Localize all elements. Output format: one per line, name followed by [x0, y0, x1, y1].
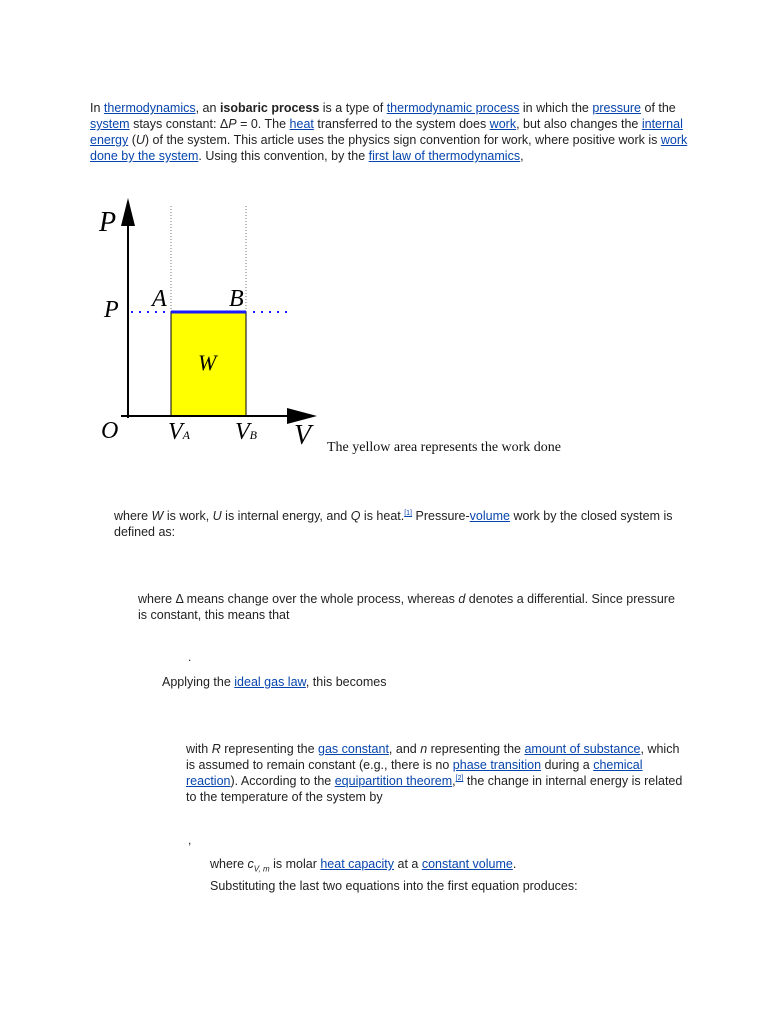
vb-label: VB [235, 419, 258, 445]
text: is molar [269, 857, 321, 871]
link-heat-capacity[interactable]: heat capacity [320, 857, 395, 871]
differential-paragraph [138, 591, 678, 623]
text: = 0. The [236, 117, 290, 131]
text: during a [541, 758, 594, 772]
p-axis-label: P [99, 207, 117, 238]
symbol-p: P [228, 117, 237, 131]
text: where Δ means change over the whole process, whereas [138, 592, 459, 606]
text: transferred to the system does [313, 117, 490, 131]
citation-2-link[interactable]: [2] [455, 774, 464, 782]
v-axis-label: V [294, 420, 312, 446]
substitution-paragraph: Substituting the last two equations into the first equation produces: [210, 879, 578, 893]
symbol-d: d [458, 592, 466, 606]
link-amount-of-substance[interactable]: amount of substance [524, 742, 641, 756]
link-thermodynamics[interactable]: thermodynamics [103, 101, 196, 115]
text: representing the [220, 742, 319, 756]
link-equipartition-theorem[interactable]: equipartition theorem [334, 774, 453, 788]
text: , this becomes [305, 675, 387, 689]
text: Pressure- [412, 509, 470, 523]
point-b-label: B [229, 286, 244, 312]
link-work[interactable]: work [489, 117, 517, 131]
p-level-label: P [104, 297, 119, 323]
text: work by the closed system is defined as: [114, 509, 673, 539]
link-first-law[interactable]: first law of thermodynamics [368, 149, 521, 163]
point-a-label: A [152, 286, 167, 312]
text: . [512, 857, 517, 871]
text: with [186, 742, 212, 756]
ideal-gas-paragraph [162, 674, 682, 690]
text: . Using this convention, by the [198, 149, 369, 163]
link-work-done-by-system[interactable]: work done by the system [90, 133, 688, 163]
text: ( [128, 133, 136, 147]
text: where [114, 509, 152, 523]
symbol-w: W [151, 509, 164, 523]
link-thermodynamic-process[interactable]: thermodynamic process [386, 101, 520, 115]
origin-label: O [101, 418, 119, 444]
citation-1-link[interactable]: [1] [404, 509, 413, 517]
text: the change in internal energy is related to the temperature of the system by [186, 774, 683, 804]
symbol-u: U [135, 133, 145, 147]
first-law-paragraph [114, 508, 674, 540]
link-phase-transition[interactable]: phase transition [452, 758, 542, 772]
text: in which the [519, 101, 593, 115]
term-isobaric-process: isobaric process [219, 101, 320, 115]
text: , [520, 149, 524, 163]
pv-diagram [95, 196, 325, 446]
symbol-u: U [212, 509, 222, 523]
link-internal-energy[interactable]: internal energy [90, 117, 683, 147]
text: stays constant: Δ [129, 117, 229, 131]
link-constant-volume[interactable]: constant volume [421, 857, 513, 871]
text: , but also changes the [516, 117, 642, 131]
heat-capacity-paragraph [210, 856, 690, 878]
link-volume[interactable]: volume [469, 509, 510, 523]
text: Applying the [162, 675, 235, 689]
text: , an [195, 101, 220, 115]
link-system[interactable]: system [90, 117, 130, 131]
link-ideal-gas-law[interactable]: ideal gas law [234, 675, 306, 689]
va-label: VA [168, 419, 191, 445]
equation-period: . [188, 650, 192, 664]
text: ) of the system. This article uses the physics sign convention for work, where positive work is [144, 133, 661, 147]
text: at a [394, 857, 422, 871]
intro-paragraph [90, 100, 690, 164]
text: of the [641, 101, 676, 115]
symbol-q: Q [350, 509, 361, 523]
figure-caption: The yellow area represents the work done [327, 440, 562, 455]
work-label: W [198, 350, 217, 375]
symbol-c: c [247, 857, 254, 871]
symbol-c-subscript: V, m [253, 864, 270, 874]
text: representing the [427, 742, 525, 756]
pressure-axis-arrow [121, 198, 135, 226]
symbol-n: n [420, 742, 428, 756]
link-pressure[interactable]: pressure [592, 101, 642, 115]
symbol-r: R [211, 742, 221, 756]
text: where [210, 857, 248, 871]
text: , which is assumed to remain constant (e.g., there is no [186, 742, 680, 772]
text: , [452, 774, 456, 788]
text: is work, [163, 509, 213, 523]
text: is internal energy, and [221, 509, 351, 523]
link-gas-constant[interactable]: gas constant [318, 742, 389, 756]
text: , and [388, 742, 421, 756]
text: In [90, 101, 104, 115]
text: is heat. [360, 509, 405, 523]
text: denotes a differential. Since pressure is constant, this means that [138, 592, 675, 622]
text: ). According to the [230, 774, 335, 788]
link-chemical-reaction[interactable]: chemical reaction [186, 758, 643, 788]
gas-constant-paragraph [186, 741, 686, 805]
equation-comma: , [188, 833, 192, 847]
text: is a type of [319, 101, 387, 115]
link-heat[interactable]: heat [289, 117, 314, 131]
